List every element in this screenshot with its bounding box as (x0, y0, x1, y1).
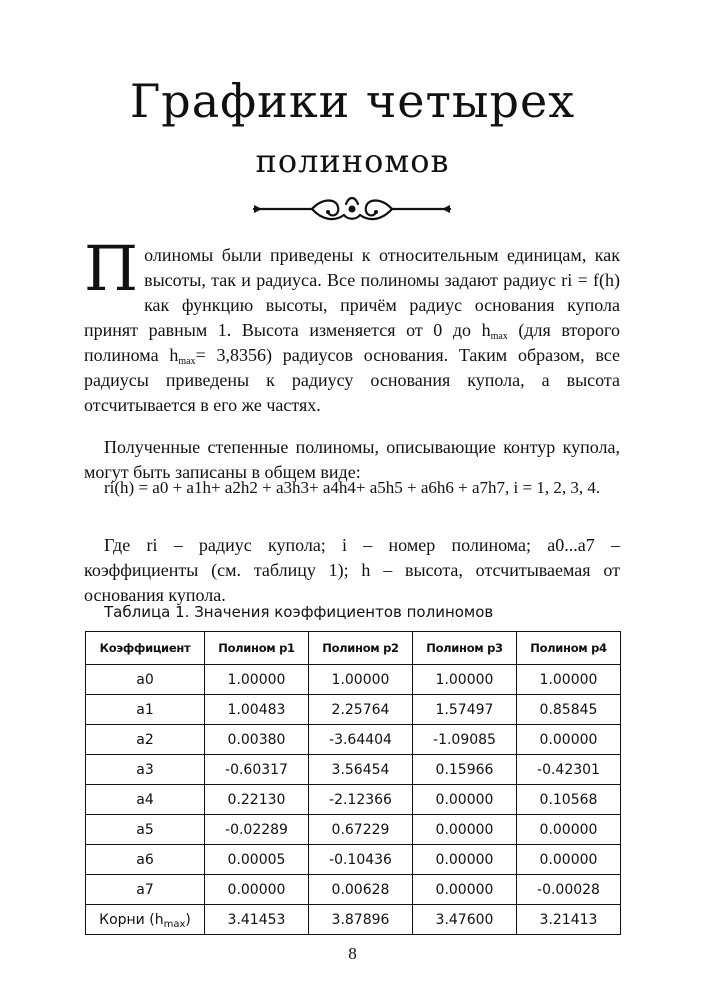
header-cell: Коэффициент (86, 632, 205, 665)
value-cell: 0.00000 (413, 845, 517, 875)
subscript-max: max (178, 356, 196, 367)
paragraph-definitions: Где ri – радиус купола; i – номер полинома; a0...a7 – коэффициенты (см. таблицу 1); h – высота, отсчитываемая от основания купола. (84, 535, 620, 605)
value-cell: 0.67229 (309, 815, 413, 845)
drop-cap: П (84, 232, 139, 305)
intro-text-1: олиномы были приведены к относительным единицам, как высоты, так и радиуса. Все полиномы задают радиус ri = f(h) как функцию высоты, причём радиус основания купола принят равным 1. Высота изменяется от 0 до h (84, 245, 620, 340)
value-cell: 1.00000 (309, 665, 413, 695)
paragraph-polynomials: Полученные степенные полиномы, описывающие контур купола, могут быть записаны в общем виде: (84, 437, 620, 482)
value-cell: 0.22130 (205, 785, 309, 815)
coef-name-cell: a4 (86, 785, 205, 815)
table-header-row (86, 632, 621, 665)
table-row (86, 665, 621, 695)
table-row (86, 755, 621, 785)
subscript-max: max (490, 331, 508, 342)
paragraph-intro (84, 232, 620, 418)
value-cell: 0.00380 (205, 725, 309, 755)
table-row (86, 725, 621, 755)
value-cell: 0.10568 (517, 785, 621, 815)
header-cell: Полином p2 (309, 632, 413, 665)
value-cell: 1.00483 (205, 695, 309, 725)
roots-label-cell (86, 905, 205, 935)
intro-text-2: (для второго полинома h (84, 320, 620, 365)
value-cell: -0.10436 (309, 845, 413, 875)
value-cell: 0.00000 (205, 875, 309, 905)
intro-text-3: = 3,8356) радиусов основания. Таким образом, все радиусы приведены к радиусу основания купола, а высота отсчитывается в его же частях. (84, 345, 620, 415)
roots-label-close: ) (185, 911, 191, 928)
subscript-max: max (163, 918, 186, 930)
value-cell: 3.56454 (309, 755, 413, 785)
value-cell: -1.09085 (413, 725, 517, 755)
value-cell: 3.47600 (413, 905, 517, 935)
value-cell: 0.15966 (413, 755, 517, 785)
table-row (86, 815, 621, 845)
value-cell: 1.57497 (413, 695, 517, 725)
value-cell: 2.25764 (309, 695, 413, 725)
page-number: 8 (348, 944, 357, 963)
value-cell: 3.87896 (309, 905, 413, 935)
table-row (86, 785, 621, 815)
value-cell: -2.12366 (309, 785, 413, 815)
table-row (86, 695, 621, 725)
chapter-title-line2: полиномов (255, 142, 450, 180)
value-cell: 0.00000 (517, 725, 621, 755)
value-cell: 0.00000 (413, 815, 517, 845)
table-row (86, 845, 621, 875)
value-cell: 1.00000 (517, 665, 621, 695)
value-cell: -0.60317 (205, 755, 309, 785)
value-cell: 0.00000 (413, 875, 517, 905)
coef-name-cell: a2 (86, 725, 205, 755)
scroll-ornament-icon (252, 190, 452, 228)
table-row-roots (86, 905, 621, 935)
coef-name-cell: a1 (86, 695, 205, 725)
value-cell: 0.00000 (517, 815, 621, 845)
value-cell: -3.64404 (309, 725, 413, 755)
coef-name-cell: a0 (86, 665, 205, 695)
polynomial-formula: ri(h) = a0 + a1h+ a2h2 + a3h3+ a4h4+ a5h5 + a6h6 + a7h7, i = 1, 2, 3, 4. (104, 478, 601, 497)
value-cell: 3.41453 (205, 905, 309, 935)
value-cell: 0.00005 (205, 845, 309, 875)
value-cell: 0.00628 (309, 875, 413, 905)
coef-name-cell: a6 (86, 845, 205, 875)
value-cell: -0.00028 (517, 875, 621, 905)
value-cell: 1.00000 (205, 665, 309, 695)
header-cell: Полином p1 (205, 632, 309, 665)
value-cell: -0.42301 (517, 755, 621, 785)
roots-label: Корни (h (99, 911, 164, 928)
chapter-title-line1: Графики четырех (129, 74, 576, 128)
coefficients-table (85, 631, 621, 935)
value-cell: 1.00000 (413, 665, 517, 695)
value-cell: -0.02289 (205, 815, 309, 845)
header-cell: Полином p4 (517, 632, 621, 665)
table-caption: Таблица 1. Значения коэффициентов полиномов (104, 603, 494, 621)
coef-name-cell: a7 (86, 875, 205, 905)
header-cell: Полином p3 (413, 632, 517, 665)
coef-name-cell: a3 (86, 755, 205, 785)
value-cell: 0.85845 (517, 695, 621, 725)
value-cell: 0.00000 (517, 845, 621, 875)
value-cell: 3.21413 (517, 905, 621, 935)
coef-name-cell: a5 (86, 815, 205, 845)
value-cell: 0.00000 (413, 785, 517, 815)
table-row (86, 875, 621, 905)
